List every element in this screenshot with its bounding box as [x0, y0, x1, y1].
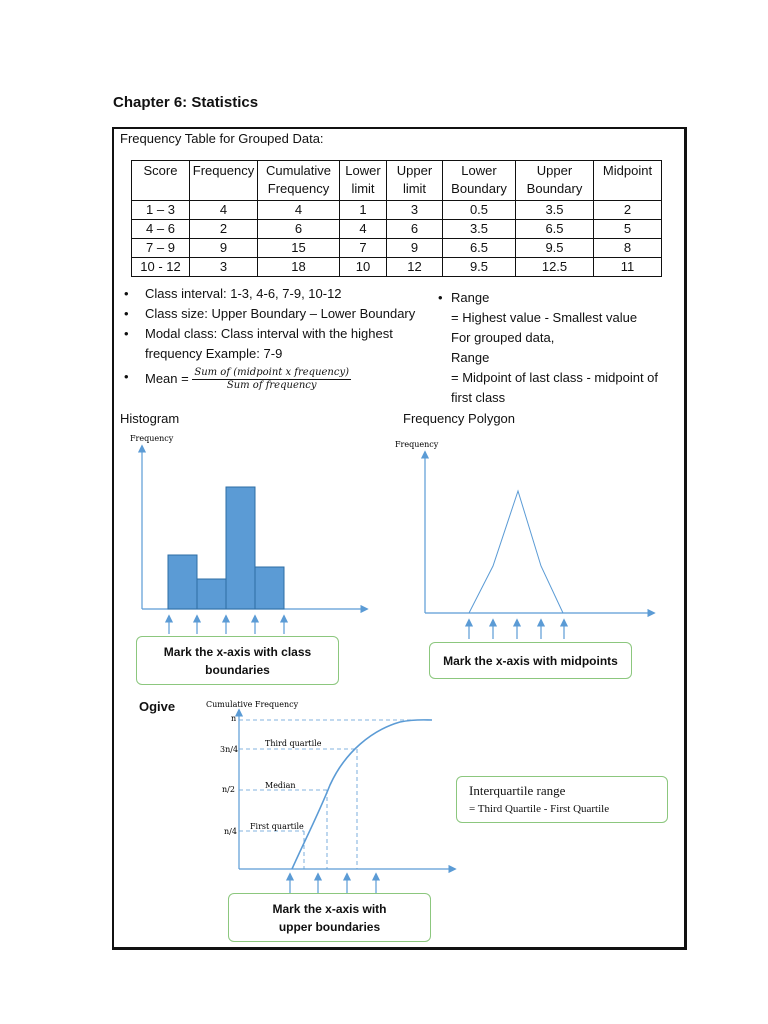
histogram [130, 434, 367, 634]
table-cell: 3.5 [443, 220, 516, 239]
header-score: Score [132, 161, 190, 201]
table-cell: 8 [594, 239, 662, 258]
list-item: • Class interval: 1-3, 4-6, 7-9, 10-12 [120, 284, 440, 304]
bullet-icon: • [438, 290, 443, 305]
ogive-y-label: Cumulative Frequency [206, 700, 299, 709]
table-cell: 7 – 9 [132, 239, 190, 258]
table-cell: 9 [190, 239, 258, 258]
ogive-tick-n2: n/2 [222, 785, 235, 794]
range-grouped-label: Range [451, 350, 490, 365]
polygon-y-label: Frequency [395, 440, 439, 449]
histogram-note: Mark the x-axis with class boundaries [136, 636, 339, 685]
upper-boundary-arrows [290, 874, 376, 894]
histogram-bar [226, 487, 255, 609]
table-cell: 11 [594, 258, 662, 277]
table-cell: 9.5 [443, 258, 516, 277]
header-midpoint: Midpoint [594, 161, 662, 201]
bullet-icon: • [124, 306, 129, 321]
table-cell: 9.5 [516, 239, 594, 258]
list-item: • Class size: Upper Boundary – Lower Boundary [120, 304, 440, 324]
class-boundary-arrows [169, 616, 284, 634]
table-cell: 4 [190, 201, 258, 220]
table-cell: 3 [190, 258, 258, 277]
bullet-icon: • [124, 369, 129, 384]
range-definition: = Highest value - Smallest value [451, 310, 638, 325]
table-cell: 3 [387, 201, 443, 220]
table-cell: 4 – 6 [132, 220, 190, 239]
histogram-y-label: Frequency [130, 434, 174, 443]
table-cell: 10 [340, 258, 387, 277]
table-cell: 6 [387, 220, 443, 239]
table-cell: 2 [190, 220, 258, 239]
table-cell: 0.5 [443, 201, 516, 220]
list-item: • Range [436, 288, 686, 308]
chapter-title: Chapter 6: Statistics [113, 94, 259, 111]
table-cell: 1 – 3 [132, 201, 190, 220]
bullet-icon: • [124, 286, 129, 301]
table-caption: Frequency Table for Grouped Data: [120, 131, 324, 146]
table-cell: 6.5 [443, 239, 516, 258]
table-cell: 18 [258, 258, 340, 277]
interquartile-range-box [456, 776, 668, 823]
range-grouped-intro: For grouped data, [451, 330, 555, 345]
median-label: Median [265, 781, 296, 790]
ogive-title: Ogive [139, 699, 176, 714]
table-cell: 12 [387, 258, 443, 277]
histogram-bar [168, 555, 197, 609]
range-grouped-formula: = Midpoint of last class - midpoint of first class [451, 370, 659, 405]
third-quartile-label: Third quartile [265, 739, 322, 748]
header-lower-boundary: Lower Boundary [443, 161, 516, 201]
table-cell: 7 [340, 239, 387, 258]
first-quartile-label: First quartile [250, 822, 304, 831]
ogive-tick-3n4: 3n/4 [220, 745, 239, 754]
midpoint-arrows [469, 620, 564, 639]
list-item: • Modal class: Class interval with the highest frequency Example: 7-9 [124, 326, 393, 361]
table-cell: 5 [594, 220, 662, 239]
ogive [206, 700, 455, 894]
histogram-bar [197, 579, 226, 609]
table-cell: 6 [258, 220, 340, 239]
header-cumulative-frequency: Cumulative Frequency [258, 161, 340, 201]
header-upper-boundary: Upper Boundary [516, 161, 594, 201]
frequency-polygon [395, 440, 654, 639]
ogive-tick-n4: n/4 [224, 827, 237, 836]
table-cell: 15 [258, 239, 340, 258]
mean-formula: $\frac{\text{Sum of (midpoint x frequency)}}{\text{Sum of frequency}}$ [194, 367, 350, 391]
table-cell: 1 [340, 201, 387, 220]
polygon-title: Frequency Polygon [403, 411, 516, 426]
table-cell: 3.5 [516, 201, 594, 220]
header-lower-limit: Lower limit [340, 161, 387, 201]
table-cell: 2 [594, 201, 662, 220]
table-cell: 10 - 12 [132, 258, 190, 277]
polygon-line [469, 491, 563, 613]
polygon-note: Mark the x-axis with midpoints [429, 642, 632, 679]
iqr-formula: = Third Quartile - First Quartile [469, 803, 610, 815]
iqr-title: Interquartile range [469, 783, 566, 798]
table-cell: 6.5 [516, 220, 594, 239]
ogive-note: Mark the x-axis with upper boundaries [228, 893, 431, 942]
histogram-bar [255, 567, 284, 609]
mean-label: Mean = [145, 370, 189, 386]
header-upper-limit: Upper limit [387, 161, 443, 201]
header-frequency: Frequency [190, 161, 258, 201]
histogram-title: Histogram [120, 411, 180, 426]
bullet-icon: • [124, 326, 129, 341]
table-cell: 4 [340, 220, 387, 239]
table-cell: 4 [258, 201, 340, 220]
table-cell: 9 [387, 239, 443, 258]
ogive-tick-n: n [231, 714, 237, 723]
table-cell: 12.5 [516, 258, 594, 277]
